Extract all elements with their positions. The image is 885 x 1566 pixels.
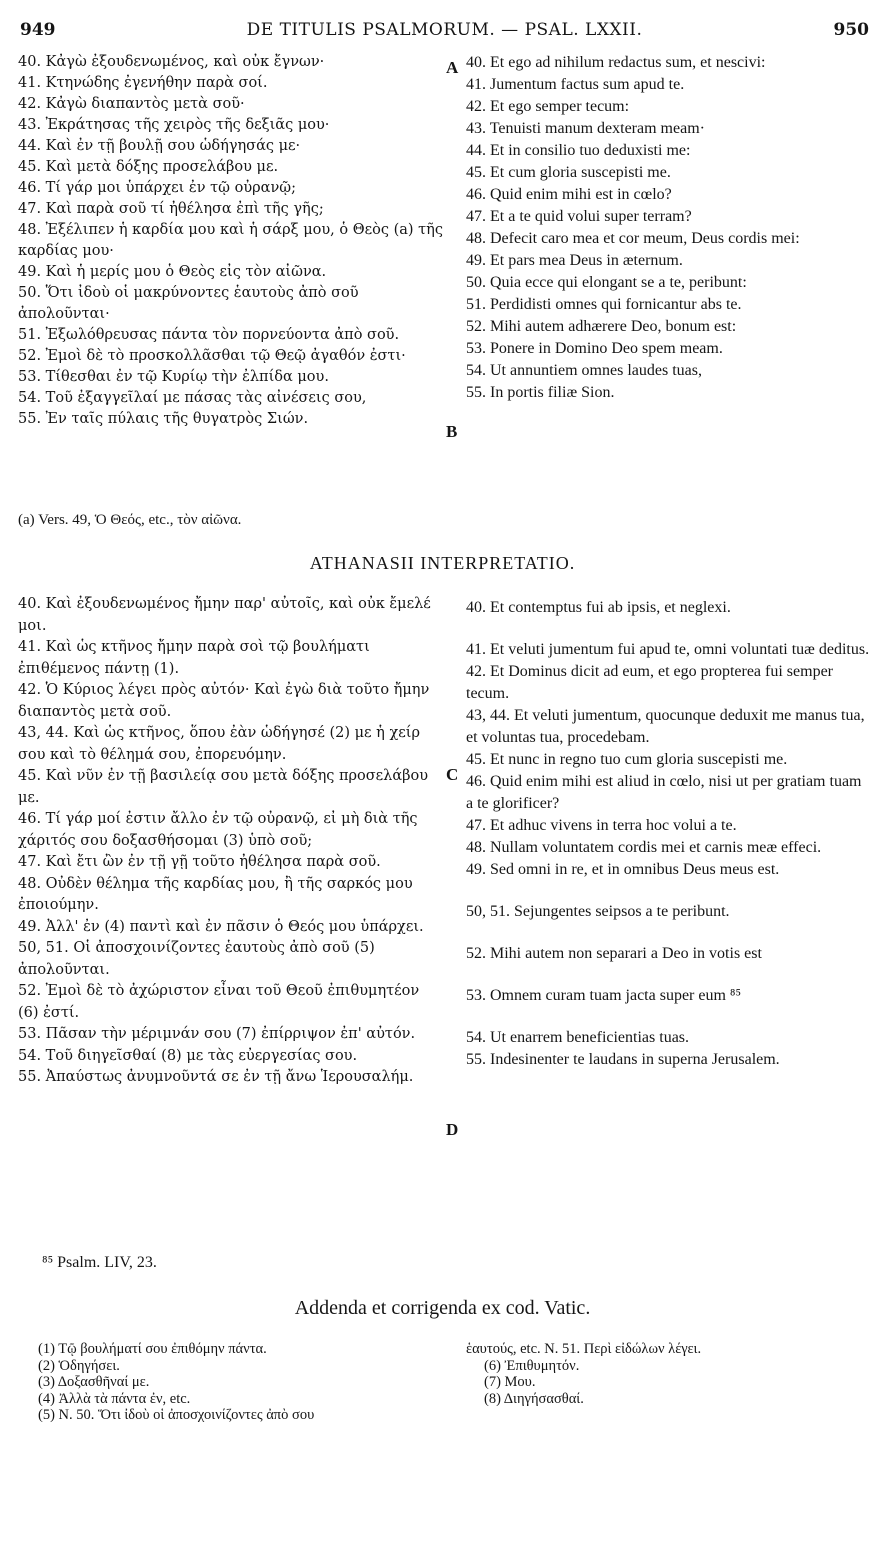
verse-line: 41. Καὶ ὡς κτῆνος ἤμην παρὰ σοὶ τῷ βουλήματι ἐπιθέμενος πάντῃ (1). — [18, 639, 370, 677]
verse-line: 53. Omnem curam tuam jacta super eum ⁸⁵ — [466, 987, 742, 1004]
verse-line: 41. Et veluti jumentum fui apud te, omni voluntati tuæ deditus. — [466, 641, 870, 658]
verse-line: 40. Et ego ad nihilum redactus sum, et nescivi: — [466, 54, 766, 71]
margin-marker-a: A — [446, 58, 459, 77]
verse-line: 52. Mihi autem adhærere Deo, bonum est: — [466, 318, 737, 335]
verse-line: 43. Ἐκράτησας τῆς χειρὸς τῆς δεξιᾶς μου· — [18, 117, 330, 133]
margin-marker-c: C — [446, 765, 459, 784]
verse-line: 48. Defecit caro mea et cor meum, Deus cordis mei: — [466, 230, 800, 247]
verse-line: 45. Καὶ νῦν ἐν τῇ βασιλείᾳ σου μετὰ δόξης προσελάβου με. — [18, 768, 429, 806]
verse-line: 43, 44. Et veluti jumentum, quocunque deduxit me manus tua, et voluntas tua, procedebam. — [466, 707, 865, 746]
verse-line: 45. Et nunc in regno tuo cum gloria suscepisti me. — [466, 751, 788, 768]
verse-line: 49. Καὶ ἡ μερίς μου ὁ Θεὸς εἰς τὸν αἰῶνα. — [18, 264, 327, 280]
verse-line: 49. Et pars mea Deus in æternum. — [466, 252, 683, 269]
verse-line: 46. Τί γάρ μοι ὑπάρχει ἐν τῷ οὐρανῷ; — [18, 180, 296, 196]
addenda-right-column — [466, 1341, 866, 1407]
verse-line: 52. Mihi autem non separari a Deo in votis est — [466, 945, 762, 962]
verse-line: 41. Jumentum factus sum apud te. — [466, 76, 685, 93]
page-number-left: 949 — [20, 20, 56, 40]
addenda-entry: (3) Δοξασθῆναί με. — [38, 1374, 150, 1390]
verse-line: 53. Τίθεσθαι ἐν τῷ Κυρίῳ τὴν ἐλπίδα μου. — [18, 369, 329, 385]
verse-line: 48. Ἐξέλιπεν ἡ καρδία μου καὶ ἡ σάρξ μου, ὁ Θεὸς (a) τῆς καρδίας μου· — [18, 222, 443, 259]
verse-line: 50. Ὅτι ἰδοὺ οἱ μακρύνοντες ἑαυτοὺς ἀπὸ σοῦ ἀπολοῦνται· — [18, 285, 359, 322]
variant-note: (a) Vers. 49, Ὁ Θεός, etc., τὸν αἰῶνα. — [18, 512, 242, 528]
verse-line: 50, 51. Sejungentes seipsos a te peribunt. — [466, 903, 730, 920]
verse-line: 46. Quid enim mihi est in cœlo? — [466, 186, 672, 203]
verse-line: 54. Τοῦ ἐξαγγεῖλαί με πάσας τὰς αἰνέσεις σου, — [18, 390, 367, 406]
verse-line: 47. Καὶ παρὰ σοῦ τί ἠθέλησα ἐπὶ τῆς γῆς; — [18, 201, 324, 217]
running-header — [20, 20, 869, 44]
running-title: DE TITULIS PSALMORUM. — PSAL. LXXII. — [246, 20, 643, 40]
verse-line: 42. Et Dominus dicit ad eum, et ego propterea fui semper tecum. — [466, 663, 834, 702]
addenda-entry: (2) Ὁδηγήσει. — [38, 1357, 120, 1374]
verse-line: 43. Tenuisti manum dexteram meam· — [466, 120, 705, 137]
verse-line: 47. Καὶ ἔτι ὢν ἐν τῇ γῇ τοῦτο ἠθέλησα παρὰ σοῦ. — [18, 854, 381, 870]
verse-line: 41. Κτηνώδης ἐγενήθην παρὰ σοί. — [18, 75, 268, 91]
margin-marker-d: D — [446, 1120, 459, 1139]
addenda-entry: (6) Ἐπιθυμητόν. — [484, 1357, 580, 1374]
section-title: ATHANASII INTERPRETATIO. — [309, 553, 576, 573]
addenda-entry: (1) Τῷ βουλήματί σου ἐπιθόμην πάντα. — [38, 1341, 267, 1357]
verse-line: 40. Et contemptus fui ab ipsis, et neglexi. — [466, 599, 731, 616]
verse-line: 48. Nullam voluntatem cordis mei et carnis meæ effeci. — [466, 839, 822, 856]
verse-line: 55. Indesinenter te laudans in superna Jerusalem. — [466, 1051, 780, 1068]
addenda-entry: (8) Διηγήσασθαί. — [484, 1390, 584, 1407]
verse-line: 51. Perdidisti omnes qui fornicantur abs te. — [466, 296, 742, 313]
verse-line: 54. Ut annuntiem omnes laudes tuas, — [466, 362, 702, 379]
verse-line: 50, 51. Οἱ ἀποσχοινίζοντες ἑαυτοὺς ἀπὸ σοῦ (5) ἀπολοῦνται. — [18, 940, 375, 978]
addenda-entry: (7) Μου. — [484, 1374, 536, 1390]
footnote-85: ⁸⁵ Psalm. LIV, 23. — [42, 1254, 157, 1271]
verse-line: 46. Τί γάρ μοί ἐστιν ἄλλο ἐν τῷ οὐρανῷ, εἰ μὴ διὰ τῆς χάριτός σου δοξασθήσομαι (3) ὑπὸ σοῦ; — [18, 811, 418, 849]
verse-line: 44. Καὶ ἐν τῇ βουλῇ σου ὡδήγησάς με· — [18, 138, 301, 154]
margin-marker-b: B — [446, 422, 458, 441]
verse-line: 42. Κἀγὼ διαπαντὸς μετὰ σοῦ· — [18, 96, 245, 112]
interpretatio-latin-column — [466, 597, 871, 1071]
verse-line: 49. Ἀλλ' ἐν (4) παντὶ καὶ ἐν πᾶσιν ὁ Θεός μου ὑπάρχει. — [18, 918, 424, 935]
verse-line: 42. Et ego semper tecum: — [466, 98, 630, 115]
verse-line: 53. Πᾶσαν τὴν μέριμνάν σου (7) ἐπίρριψον ἐπ' αὐτόν. — [18, 1026, 416, 1042]
verse-line: 49. Sed omni in re, et in omnibus Deus meus est. — [466, 861, 780, 878]
addenda-left-column — [38, 1341, 458, 1424]
addenda-entry: (5) N. 50. Ὅτι ἰδοὺ οἱ ἀποσχοινίζοντες ἀπὸ σου — [38, 1407, 315, 1423]
interpretatio-greek-column — [18, 594, 440, 1089]
verse-line: 47. Et adhuc vivens in terra hoc volui a te. — [466, 817, 737, 834]
psalm-greek-column — [18, 52, 443, 430]
addenda-entry: ἑαυτούς, etc. N. 51. Περὶ εἰδώλων λέγει. — [466, 1341, 702, 1357]
addenda-entry: (4) Ἀλλὰ τὰ πάντα ἐν, etc. — [38, 1390, 191, 1407]
verse-line: 50. Quia ecce qui elongant se a te, peribunt: — [466, 274, 747, 291]
verse-line: 40. Καὶ ἐξουδενωμένος ἤμην παρ' αὐτοῖς, καὶ οὐκ ἔμελέ μοι. — [18, 596, 431, 634]
verse-line: 55. Ἀπαύστως ἀνυμνοῦντά σε ἐν τῇ ἄνω Ἱερουσαλήμ. — [18, 1069, 414, 1085]
verse-line: 51. Ἐξωλόθρευσας πάντα τὸν πορνεύοντα ἀπὸ σοῦ. — [18, 327, 400, 343]
verse-line: 48. Οὐδὲν θέλημα τῆς καρδίας μου, ἢ τῆς σαρκός μου ἐποιούμην. — [18, 875, 413, 913]
verse-line: 47. Et a te quid volui super terram? — [466, 208, 692, 225]
verse-line: 45. Et cum gloria suscepisti me. — [466, 164, 671, 181]
page-number-right: 950 — [833, 20, 869, 40]
verse-line: 55. In portis filiæ Sion. — [466, 384, 615, 401]
verse-line: 53. Ponere in Domino Deo spem meam. — [466, 340, 723, 357]
verse-line: 43, 44. Καὶ ὡς κτῆνος, ὅπου ἐὰν ὡδήγησέ (2) με ἡ χείρ σου καὶ τὸ θέλημά σου, ἐπορευόμην. — [18, 725, 420, 763]
verse-line: 52. Ἐμοὶ δὲ τὸ ἀχώριστον εἶναι τοῦ Θεοῦ ἐπιθυμητέον (6) ἐστί. — [18, 983, 420, 1021]
addenda-title: Addenda et corrigenda ex cod. Vatic. — [294, 1297, 591, 1319]
verse-line: 44. Et in consilio tuo deduxisti me: — [466, 142, 691, 159]
psalm-latin-column — [466, 52, 871, 404]
verse-line: 45. Καὶ μετὰ δόξης προσελάβου με. — [18, 159, 279, 175]
verse-line: 55. Ἐν ταῖς πύλαις τῆς θυγατρὸς Σιών. — [18, 411, 309, 427]
verse-line: 52. Ἐμοὶ δὲ τὸ προσκολλᾶσθαι τῷ Θεῷ ἀγαθόν ἐστι· — [18, 348, 406, 364]
verse-line: 54. Τοῦ διηγεῖσθαί (8) με τὰς εὐεργεσίας σου. — [18, 1047, 358, 1064]
verse-line: 40. Κἀγὼ ἐξουδενωμένος, καὶ οὐκ ἔγνων· — [18, 54, 325, 70]
verse-line: 54. Ut enarrem beneficientias tuas. — [466, 1029, 690, 1046]
verse-line: 42. Ὁ Κύριος λέγει πρὸς αὐτόν· Καὶ ἐγὼ διὰ τοῦτο ἤμην διαπαντὸς μετὰ σοῦ. — [18, 682, 430, 720]
verse-line: 46. Quid enim mihi est aliud in cœlo, nisi ut per gratiam tuam a te glorificer? — [466, 773, 862, 812]
